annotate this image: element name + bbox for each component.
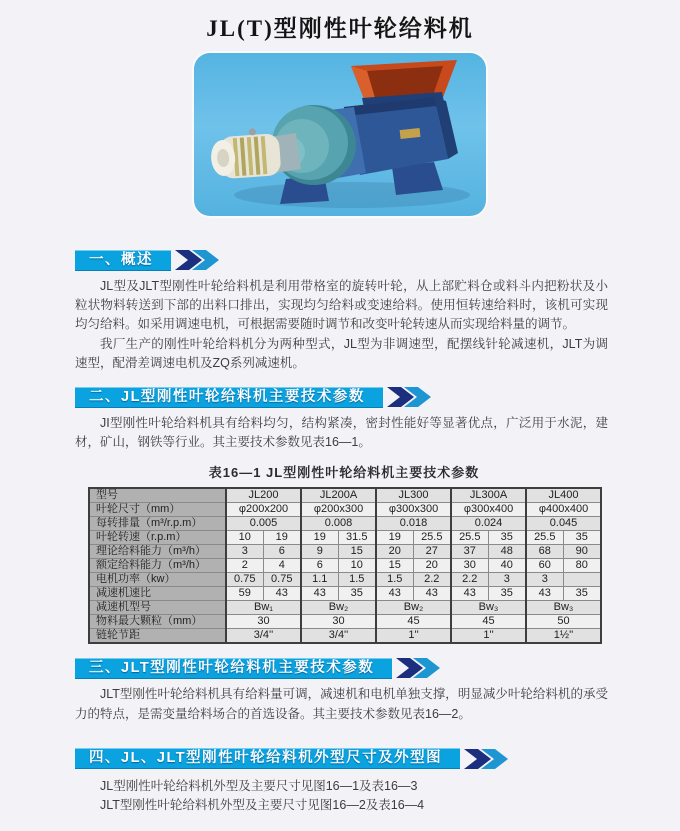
spec-cell: 10 bbox=[226, 531, 263, 545]
spec-cell: 19 bbox=[301, 531, 338, 545]
spec-cell: 50 bbox=[526, 615, 601, 629]
section-banner-jl-params bbox=[75, 386, 680, 408]
spec-cell: JL300A bbox=[451, 488, 526, 503]
spec-cell: 6 bbox=[263, 545, 301, 559]
spec-cell: 45 bbox=[376, 615, 451, 629]
spec-cell: 1.1 bbox=[301, 573, 338, 587]
spec-cell: 35 bbox=[563, 531, 601, 545]
spec-table-row bbox=[89, 488, 601, 503]
spec-cell: JL200 bbox=[226, 488, 301, 503]
spec-cell: 1'' bbox=[376, 629, 451, 644]
spec-cell: 2.2 bbox=[413, 573, 451, 587]
spec-cell: 0.75 bbox=[226, 573, 263, 587]
spec-row-label: 每转排量（m³/r.p.m） bbox=[89, 517, 226, 531]
spec-cell: 27 bbox=[413, 545, 451, 559]
feeder-machine-illustration bbox=[194, 53, 486, 216]
spec-cell: 0.045 bbox=[526, 517, 601, 531]
spec-cell: 43 bbox=[301, 587, 338, 601]
spec-cell: 3 bbox=[526, 573, 563, 587]
spec-cell: 35 bbox=[488, 587, 526, 601]
spec-row-label: 叶轮尺寸（mm） bbox=[89, 503, 226, 517]
spec-cell: φ300x300 bbox=[376, 503, 451, 517]
section-heading-jl-params: 二、JL型刚性叶轮给料机主要技术参数 bbox=[75, 387, 383, 408]
spec-cell: 43 bbox=[263, 587, 301, 601]
spec-cell: 37 bbox=[451, 545, 488, 559]
spec-table-row bbox=[89, 531, 601, 545]
spec-cell: 68 bbox=[526, 545, 563, 559]
double-chevron-icon bbox=[175, 248, 225, 272]
spec-cell: 30 bbox=[301, 615, 376, 629]
product-photo bbox=[194, 53, 486, 216]
section-heading-dimensions: 四、JL、JLT型刚性叶轮给料机外型尺寸及外型图 bbox=[75, 748, 460, 769]
table-caption: 表16—1 JL型刚性叶轮给料机主要技术参数 bbox=[208, 465, 480, 481]
spec-row-label: 链轮节距 bbox=[89, 629, 226, 644]
spec-cell: 45 bbox=[451, 615, 526, 629]
spec-table-row bbox=[89, 601, 601, 615]
spec-cell: 1.5 bbox=[376, 573, 413, 587]
dimensions-reference-line-1: JL型刚性叶轮给料机外型及主要尺寸见图16—1及表16—3 bbox=[100, 778, 418, 793]
spec-cell: 43 bbox=[376, 587, 413, 601]
spec-table-row bbox=[89, 517, 601, 531]
spec-cell: 3/4'' bbox=[226, 629, 301, 644]
spec-table-container bbox=[88, 487, 608, 644]
spec-row-label: 物料最大颗粒（mm） bbox=[89, 615, 226, 629]
section-banner-overview bbox=[75, 249, 680, 271]
section-heading-jlt-params: 三、JLT型刚性叶轮给料机主要技术参数 bbox=[75, 658, 392, 679]
spec-row-label: 减速机型号 bbox=[89, 601, 226, 615]
jl-params-paragraph: JI型刚性叶轮给料机具有给料均匀，结构紧凑，密封性能好等显著优点，广泛用于水泥，建材，矿山，钢铁等行业。其主要技术参数见表16—1。 bbox=[75, 416, 608, 450]
spec-cell: φ300x400 bbox=[451, 503, 526, 517]
spec-row-label: 电机功率（kw） bbox=[89, 573, 226, 587]
spec-cell: 20 bbox=[376, 545, 413, 559]
spec-cell: 43 bbox=[451, 587, 488, 601]
spec-cell: 0.005 bbox=[226, 517, 301, 531]
spec-cell: φ200x200 bbox=[226, 503, 301, 517]
double-chevron-icon bbox=[387, 385, 437, 409]
spec-cell: 60 bbox=[526, 559, 563, 573]
spec-cell: 35 bbox=[563, 587, 601, 601]
spec-cell: 6 bbox=[301, 559, 338, 573]
spec-cell: 25.5 bbox=[526, 531, 563, 545]
spec-cell: JL200A bbox=[301, 488, 376, 503]
spec-cell: 59 bbox=[226, 587, 263, 601]
spec-row-label: 理论给料能力（m³/h） bbox=[89, 545, 226, 559]
spec-row-label: 减速机速比 bbox=[89, 587, 226, 601]
spec-cell: 15 bbox=[376, 559, 413, 573]
spec-cell: 25.5 bbox=[451, 531, 488, 545]
spec-cell: 90 bbox=[563, 545, 601, 559]
spec-cell: 80 bbox=[563, 559, 601, 573]
spec-cell: 9 bbox=[301, 545, 338, 559]
spec-table-row bbox=[89, 629, 601, 644]
spec-cell: 1'' bbox=[451, 629, 526, 644]
spec-table-row bbox=[89, 559, 601, 573]
spec-cell: 25.5 bbox=[413, 531, 451, 545]
spec-table-row bbox=[89, 503, 601, 517]
spec-table bbox=[88, 487, 602, 644]
spec-cell: 3/4'' bbox=[301, 629, 376, 644]
spec-cell: 0.024 bbox=[451, 517, 526, 531]
spec-cell: 40 bbox=[488, 559, 526, 573]
spec-cell: 4 bbox=[263, 559, 301, 573]
spec-cell: 35 bbox=[338, 587, 376, 601]
spec-cell: 15 bbox=[338, 545, 376, 559]
spec-cell: 31.5 bbox=[338, 531, 376, 545]
spec-cell: 30 bbox=[226, 615, 301, 629]
spec-table-row bbox=[89, 545, 601, 559]
spec-cell: 2 bbox=[226, 559, 263, 573]
overview-paragraph-2: 我厂生产的刚性叶轮给料机分为两种型式，JL型为非调速型，配摆线针轮减速机，JLT为调速型，配滑差调速电机及ZQ系列减速机。 bbox=[75, 336, 608, 370]
spec-cell: Bw₃ bbox=[451, 601, 526, 615]
section-banner-dimensions bbox=[75, 748, 680, 770]
spec-table-row bbox=[89, 573, 601, 587]
spec-table-row bbox=[89, 615, 601, 629]
dimensions-reference-line-2: JLT型刚性叶轮给料机外型及主要尺寸见图16—2及表16—4 bbox=[100, 798, 425, 813]
spec-cell: 10 bbox=[338, 559, 376, 573]
double-chevron-icon bbox=[396, 656, 446, 680]
spec-cell: 3 bbox=[226, 545, 263, 559]
spec-cell: 48 bbox=[488, 545, 526, 559]
spec-cell bbox=[563, 573, 601, 587]
spec-cell: 0.008 bbox=[301, 517, 376, 531]
section-banner-jlt-params bbox=[75, 657, 680, 679]
spec-table-row bbox=[89, 587, 601, 601]
spec-cell: 3 bbox=[488, 573, 526, 587]
spec-row-label: 额定给料能力（m³/h） bbox=[89, 559, 226, 573]
double-chevron-icon bbox=[464, 747, 514, 771]
jlt-params-paragraph: JLT型刚性叶轮给料机具有给料量可调，减速机和电机单独支撑，明显减少叶轮给料机的承受力的特点，是需变量给料场合的首选设备。其主要技术参数见表16—2。 bbox=[75, 687, 608, 721]
spec-cell: 43 bbox=[413, 587, 451, 601]
overview-paragraph-1: JL型及JLT型刚性叶轮给料机是利用带格室的旋转叶轮，从上部贮料仓或料斗内把粉状及小粒状物料转送到下部的出料口排出，实现均匀给料或变速给料。使用恒转速给料时，该机可实现均匀给料。如采用调速电机，可根据需要随时调节和改变叶轮转速从而实现给料量的调节。 bbox=[75, 279, 608, 332]
spec-cell: 0.75 bbox=[263, 573, 301, 587]
spec-cell: 2.2 bbox=[451, 573, 488, 587]
spec-cell: Bw₂ bbox=[376, 601, 451, 615]
spec-cell: JL400 bbox=[526, 488, 601, 503]
spec-cell: 20 bbox=[413, 559, 451, 573]
spec-cell: 19 bbox=[376, 531, 413, 545]
spec-cell: Bw₂ bbox=[301, 601, 376, 615]
page-title: JL(T)型刚性叶轮给料机 bbox=[206, 16, 474, 41]
section-heading-overview: 一、概述 bbox=[75, 250, 171, 271]
spec-cell: 43 bbox=[526, 587, 563, 601]
spec-cell: Bw₁ bbox=[226, 601, 301, 615]
spec-cell: 1.5 bbox=[338, 573, 376, 587]
spec-cell: 19 bbox=[263, 531, 301, 545]
spec-row-label: 叶轮转速（r.p.m） bbox=[89, 531, 226, 545]
spec-row-label: 型号 bbox=[89, 488, 226, 503]
spec-cell: 30 bbox=[451, 559, 488, 573]
spec-cell: 1½'' bbox=[526, 629, 601, 644]
spec-cell: JL300 bbox=[376, 488, 451, 503]
spec-cell: φ400x400 bbox=[526, 503, 601, 517]
spec-cell: φ200x300 bbox=[301, 503, 376, 517]
spec-cell: Bw₃ bbox=[526, 601, 601, 615]
spec-cell: 0.018 bbox=[376, 517, 451, 531]
spec-cell: 35 bbox=[488, 531, 526, 545]
